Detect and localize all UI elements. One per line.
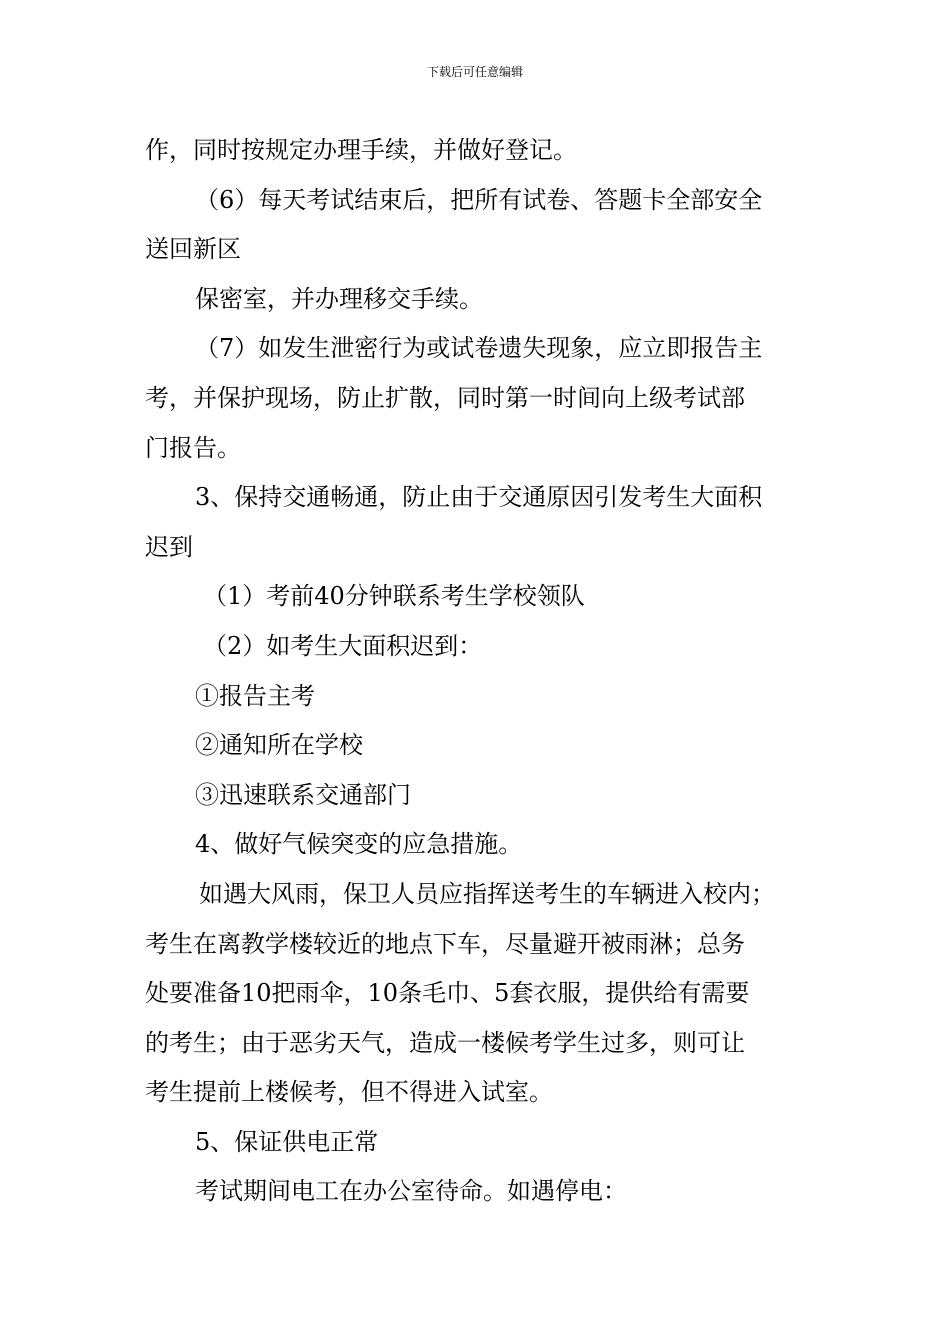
text-line: 考生提前上楼候考，但不得进入试室。	[145, 1078, 553, 1107]
text-line: 作，同时按规定办理手续，并做好登记。	[145, 136, 577, 164]
text-line: 4、做好气候突变的应急措施。	[195, 830, 523, 859]
text-line: 考试期间电工在办公室待命。如遇停电：	[195, 1177, 627, 1206]
text-line: ③迅速联系交通部门	[195, 780, 411, 809]
text-line: 迟到	[145, 532, 193, 561]
text-line: ②通知所在学校	[195, 731, 363, 760]
text-line: 处要准备10把雨伞，10条毛巾、5套衣服，提供给有需要	[145, 979, 750, 1008]
text-line: （7）如发生泄密行为或试卷遗失现象，应立即报告主	[195, 334, 763, 363]
text-line: 3、保持交通畅通，防止由于交通原因引发考生大面积	[195, 483, 763, 512]
text-line: （1）考前40分钟联系考生学校领队	[203, 582, 585, 611]
text-line: （2）如考生大面积迟到：	[203, 631, 483, 660]
text-line: 门报告。	[145, 433, 241, 462]
text-line: 送回新区	[145, 235, 241, 264]
text-line: 考，并保护现场，防止扩散，同时第一时间向上级考试部	[145, 383, 745, 412]
document-body	[145, 126, 825, 1217]
text-line: ①报告主考	[195, 681, 315, 710]
text-line: （6）每天考试结束后，把所有试卷、答题卡全部安全	[195, 185, 763, 214]
text-line: 考生在离教学楼较近的地点下车，尽量避开被雨淋；总务	[145, 929, 745, 958]
text-line: 的考生；由于恶劣天气，造成一楼候考学生过多，则可让	[145, 1028, 745, 1057]
text-line: 如遇大风雨，保卫人员应指挥送考生的车辆进入校内；	[199, 879, 775, 908]
text-line: 保密室，并办理移交手续。	[195, 284, 483, 313]
page-header: 下载后可任意编辑	[426, 65, 523, 79]
text-line: 5、保证供电正常	[195, 1127, 379, 1156]
